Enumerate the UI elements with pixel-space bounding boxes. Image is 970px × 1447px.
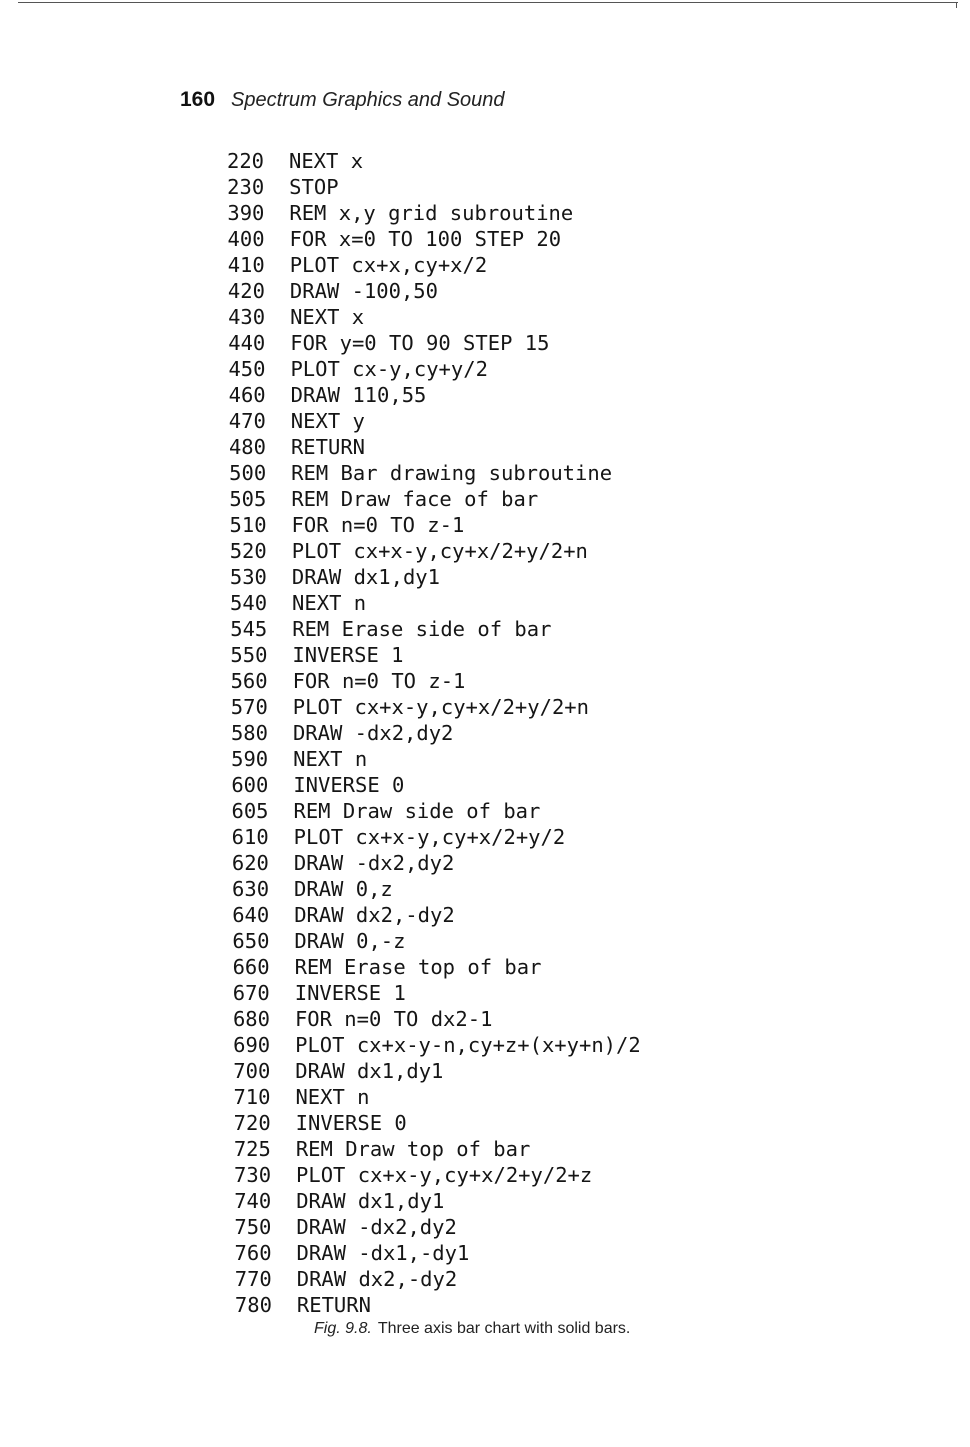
code-line [228,356,640,382]
line-number: 640 [232,903,270,927]
line-statement: INVERSE 1 [292,643,404,667]
line-number: 770 [234,1267,272,1291]
line-number: 620 [231,851,269,875]
line-number: 430 [228,305,266,329]
line-number: 700 [233,1059,271,1083]
line-statement: DRAW -dx2,dy2 [296,1215,457,1239]
top-rule-tick [956,2,957,8]
line-number: 510 [229,513,267,537]
line-number: 670 [232,981,270,1005]
line-number: 600 [231,773,269,797]
code-line [230,616,640,642]
line-statement: FOR n=0 TO z-1 [291,513,465,537]
code-line [233,1006,641,1032]
line-statement: DRAW 110,55 [290,383,427,407]
line-number: 500 [229,461,267,485]
line-statement: NEXT x [290,305,365,329]
code-line [233,1084,640,1110]
line-number: 420 [227,279,265,303]
line-statement: PLOT cx+x-y-n,cy+z+(x+y+n)/2 [295,1033,641,1057]
line-statement: REM Draw top of bar [295,1137,531,1161]
book-title: Spectrum Graphics and Sound [231,89,505,111]
line-statement: RETURN [296,1293,371,1317]
code-line [233,954,641,980]
line-statement: REM Bar drawing subroutine [291,461,613,485]
line-number: 505 [229,487,267,511]
code-line [230,590,641,616]
line-statement: DRAW dx1,dy1 [296,1189,445,1213]
code-line [233,1032,641,1058]
code-line [229,460,641,486]
line-number: 480 [228,435,266,459]
line-number: 450 [228,357,266,381]
code-line [227,200,640,226]
code-line [232,850,641,876]
code-line [231,668,641,694]
line-number: 470 [228,409,266,433]
code-line [232,928,640,954]
line-statement: DRAW -100,50 [289,279,438,303]
code-line [229,408,641,434]
line-number: 410 [227,253,265,277]
figure-label: Fig. 9.8. [314,1320,372,1337]
line-number: 590 [231,747,269,771]
code-line [231,694,641,720]
line-statement: DRAW dx2,-dy2 [294,903,455,927]
line-number: 650 [232,929,270,953]
figure-caption [314,1320,630,1338]
line-statement: PLOT cx+x,cy+x/2 [289,253,488,277]
line-number: 680 [232,1007,270,1031]
code-line [230,538,641,564]
top-rule [18,2,958,3]
line-statement: FOR n=0 TO z-1 [292,669,466,693]
line-number: 725 [233,1137,271,1161]
code-line [234,1214,640,1240]
code-line [232,876,641,902]
line-number: 710 [233,1085,271,1109]
line-number: 690 [233,1033,271,1057]
line-statement: NEXT n [292,591,367,615]
line-number: 390 [227,201,265,225]
code-line [229,382,641,408]
line-number: 460 [228,383,266,407]
code-line [229,434,641,460]
line-statement: REM x,y grid subroutine [289,201,574,225]
code-line [228,330,640,356]
line-statement: STOP [289,175,339,199]
line-statement: REM Draw face of bar [291,487,539,511]
line-number: 760 [234,1241,272,1265]
code-line [234,1188,641,1214]
code-line [235,1240,641,1266]
line-statement: DRAW -dx2,dy2 [293,851,455,875]
line-number: 630 [232,877,270,901]
running-head [180,88,505,118]
line-statement: REM Erase top of bar [294,955,542,979]
code-line [232,798,641,824]
code-line [231,772,640,798]
code-line [234,1136,641,1162]
line-number: 220 [227,149,265,173]
line-statement: PLOT cx+x-y,cy+x/2+y/2+n [292,695,589,719]
line-statement: PLOT cx+x-y,cy+x/2+y/2+n [291,539,588,563]
line-statement: RETURN [290,435,366,459]
code-line [228,252,641,278]
line-number: 540 [230,591,268,615]
line-statement: DRAW dx1,dy1 [295,1059,444,1083]
code-line [233,1058,640,1084]
line-statement: FOR x=0 TO 100 STEP 20 [289,227,562,251]
line-statement: REM Erase side of bar [292,617,552,641]
code-line [229,486,640,512]
code-line [227,174,641,200]
line-number: 660 [232,955,270,979]
line-number: 750 [234,1215,272,1239]
line-number: 570 [230,695,268,719]
line-statement: DRAW dx2,-dy2 [296,1267,458,1291]
line-statement: NEXT n [293,747,368,771]
line-statement: DRAW -dx1,-dy1 [296,1241,470,1265]
line-number: 610 [231,825,269,849]
code-line [234,1162,641,1188]
line-number: 605 [231,799,269,823]
figure-caption-text: Three axis bar chart with solid bars. [377,1320,631,1337]
line-number: 545 [230,617,268,641]
line-statement: NEXT y [290,409,365,433]
line-number: 550 [230,643,268,667]
line-statement: NEXT x [289,149,364,173]
line-number: 580 [230,721,268,745]
line-statement: DRAW 0,-z [294,929,406,953]
code-line [228,304,641,330]
line-statement: DRAW 0,z [294,877,393,901]
code-line [228,226,641,252]
line-statement: PLOT cx+x-y,cy+x/2+y/2+z [296,1163,593,1187]
code-line [228,278,641,304]
code-line [231,746,641,772]
code-line [230,512,641,538]
line-number: 780 [234,1293,272,1317]
line-number: 520 [229,539,267,563]
line-statement: PLOT cx+x-y,cy+x/2+y/2 [293,825,566,849]
line-number: 730 [234,1163,272,1187]
line-statement: REM Draw side of bar [293,799,541,823]
code-line [232,902,640,928]
code-line [234,1110,641,1136]
code-line [227,148,641,174]
line-number: 740 [234,1189,272,1213]
line-statement: DRAW dx1,dy1 [291,565,440,589]
code-line [235,1292,641,1318]
line-number: 400 [227,227,265,251]
line-statement: NEXT n [295,1085,370,1109]
line-statement: FOR n=0 TO dx2-1 [294,1007,493,1031]
line-number: 230 [227,175,265,199]
line-statement: INVERSE 0 [293,773,405,797]
line-number: 560 [230,669,268,693]
line-number: 720 [233,1111,271,1135]
line-statement: INVERSE 1 [294,981,406,1005]
code-line [231,720,641,746]
page-number: 160 [180,88,216,111]
line-statement: DRAW -dx2,dy2 [292,721,454,745]
line-number: 530 [229,565,267,589]
line-statement: FOR y=0 TO 90 STEP 15 [290,331,550,355]
line-statement: PLOT cx-y,cy+y/2 [290,357,488,381]
line-statement: INVERSE 0 [295,1111,407,1135]
code-line [230,642,640,668]
line-number: 440 [228,331,266,355]
code-line [235,1266,641,1292]
code-line [232,824,641,850]
basic-code-listing [227,148,641,1318]
code-line [230,564,641,590]
code-line [233,980,641,1006]
